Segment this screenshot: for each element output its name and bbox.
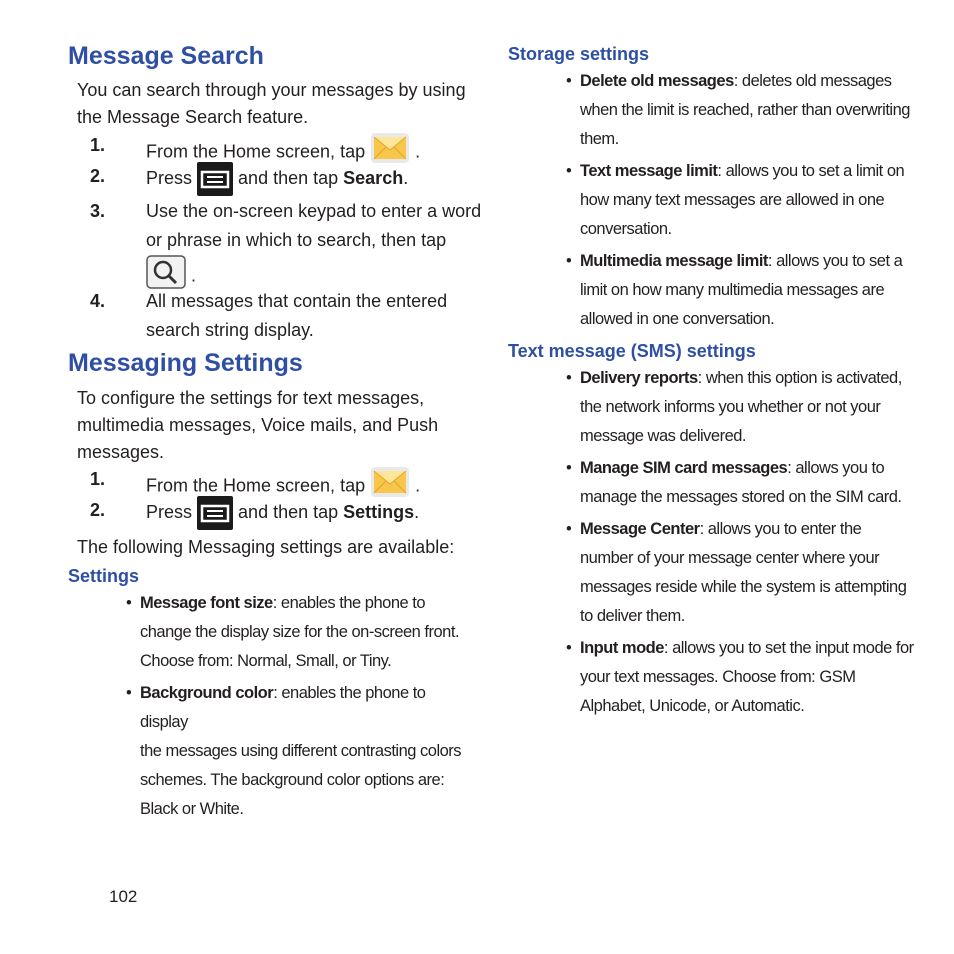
bullet-text-message-limit: • Text message limit: allows you to set a limit on how many text messages are allowed in one conversation. — [566, 162, 905, 238]
heading-sms-settings: Text message (SMS) settings — [508, 341, 756, 361]
settings-step-1: 1. From the Home screen, tap . — [90, 465, 470, 499]
menu-key-icon — [197, 496, 233, 530]
bullet-background-color: • Background color: enables the phone to display the messages using different contrasting colors schemes. The background color options are: Black or White. — [126, 684, 462, 818]
heading-message-search: Message Search — [68, 42, 264, 70]
bullet-delete-old-messages: • Delete old messages: deletes old messages when the limit is reached, rather than overwriting them. — [566, 72, 910, 148]
heading-storage-settings: Storage settings — [508, 44, 650, 64]
bullet-message-center: • Message Center: allows you to enter the number of your message center where your messages reside while the system is attempting to deliver them. — [566, 520, 907, 625]
bullet-multimedia-message-limit: • Multimedia message limit: allows you to set a limit on how many multimedia messages are allowed in one conversation. — [566, 252, 903, 328]
search-step-1: 1. From the Home screen, tap . — [90, 131, 470, 165]
following-settings-text: The following Messaging settings are available: — [77, 537, 455, 557]
menu-key-icon — [197, 162, 233, 196]
bullet-delivery-reports: • Delivery reports: when this option is activated, the network informs you whether or not your message was delivered. — [566, 369, 902, 445]
search-step-4: 4. All messages that contain the entered search string display. — [90, 291, 448, 340]
messaging-settings-intro: To configure the settings for text messages, multimedia messages, Voice mails, and Push messages. — [77, 388, 439, 462]
message-search-intro: You can search through your messages by using the Message Search feature. — [77, 80, 466, 127]
settings-step-2: 2. Press and then tap Settings. — [90, 496, 470, 532]
heading-messaging-settings: Messaging Settings — [68, 349, 303, 377]
bullet-manage-sim-card-messages: • Manage SIM card messages: allows you to manage the messages stored on the SIM card. — [566, 459, 902, 506]
page-number: 102 — [109, 887, 138, 906]
search-step-3: 3. Use the on-screen keypad to enter a word or phrase in which to search, then tap . — [90, 197, 470, 289]
bullet-message-font-size: • Message font size: enables the phone to change the display size for the on-screen front. Choose from: Normal, Small, or Tiny. — [126, 594, 460, 670]
search-step-2: 2. Press and then tap Search. — [90, 162, 470, 198]
bullet-input-mode: • Input mode: allows you to set the input mode for your text messages. Choose from: GSM Alphabet, Unicode, or Automatic. — [566, 639, 914, 715]
heading-settings: Settings — [68, 566, 140, 586]
